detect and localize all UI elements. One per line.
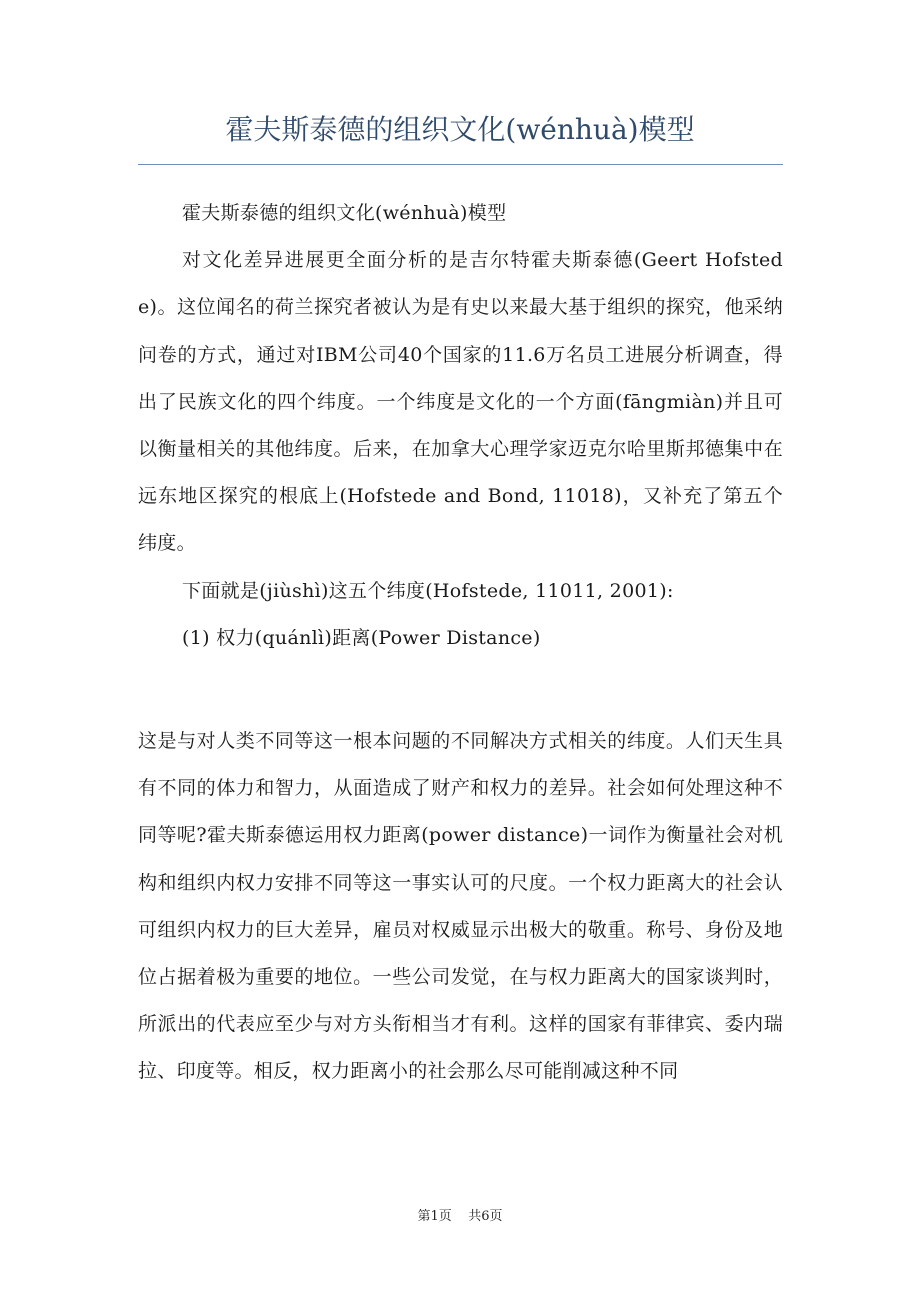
paragraph-dimensions-lead: 下面就是(jiùshì)这五个纬度(Hofstede, 11011, 2001): xyxy=(182,579,674,602)
document-body-top xyxy=(138,190,783,662)
title-divider xyxy=(138,164,783,165)
document-body-power-distance xyxy=(138,718,783,1096)
section-heading-power-distance: (1) 权力(quánlì)距离(Power Distance) xyxy=(182,626,541,649)
paragraph-power-distance: 这是与对人类不同等这一根本问题的不同解决方式相关的纬度。人们天生具有不同的体力和智力，从面造成了财产和权力的差异。社会如何处理这种不同等呢?霍夫斯泰德运用权力距离(power distance)一词作为衡量社会对机构和组织内权力安排不同等这一事实认可的尺度。一个权力距离大的社会认可组织内权力的巨大差异，雇员对权威显示出极大的敬重。称号、身份及地位占据着极为重要的地位。一些公司发觉，在与权力距离大的国家谈判时，所派出的代表应至少与对方头衔相当才有利。这样的国家有菲律宾、委内瑞拉、印度等。相反，权力距离小的社会那么尽可能削减这种不同 xyxy=(138,730,783,1083)
page-number-footer: 第1页 共6页 xyxy=(417,1209,503,1224)
page-title: 霍夫斯泰德的组织文化(wénhuà)模型 xyxy=(225,113,695,146)
paragraph-intro: 对文化差异进展更全面分析的是吉尔特霍夫斯泰德(Geert Hofstede)。这位闻名的荷兰探究者被认为是有史以来最大基于组织的探究，他采纳问卷的方式，通过对IBM公司40个国家的11.6万名员工进展分析调查，得出了民族文化的四个纬度。一个纬度是文化的一个方面(fāngmiàn)并且可以衡量相关的其他纬度。后来，在加拿大心理学家迈克尔哈里斯邦德集中在远东地区探究的根底上(Hofstede and Bond, 11018)，又补充了第五个纬度。 xyxy=(138,249,783,555)
paragraph-heading: 霍夫斯泰德的组织文化(wénhuà)模型 xyxy=(182,202,507,224)
